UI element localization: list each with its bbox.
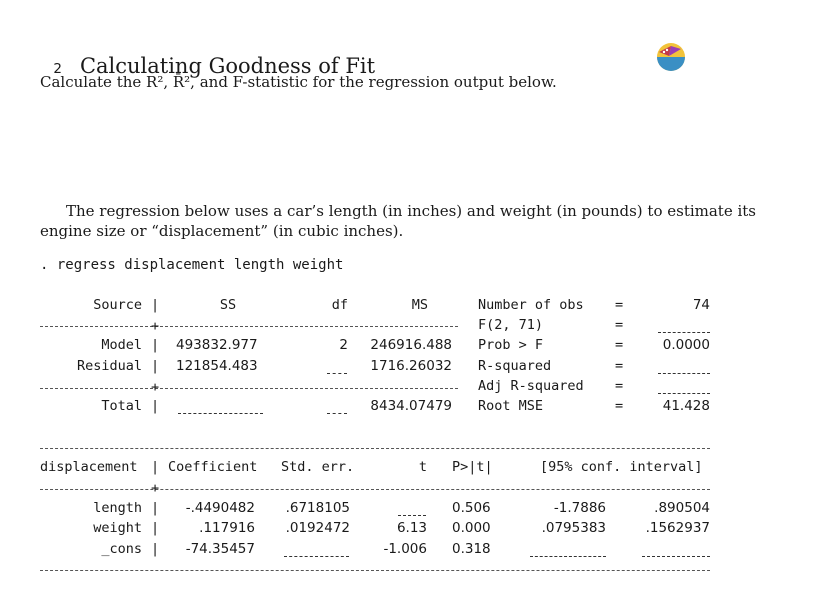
divider bbox=[40, 570, 710, 571]
ci-upper-weight: .1562937 bbox=[645, 520, 710, 536]
stata-command: . regress displacement length weight bbox=[40, 257, 344, 273]
section-number: 2 bbox=[53, 61, 62, 77]
column-separator: | bbox=[151, 500, 160, 516]
p-header: P>|t| bbox=[452, 459, 493, 475]
divider bbox=[40, 489, 710, 490]
df-header: df bbox=[331, 297, 348, 313]
var-length: length bbox=[93, 500, 142, 516]
ms-model: 246916.488 bbox=[370, 337, 452, 353]
df-total-blank bbox=[327, 413, 347, 414]
ss-residual: 121854.483 bbox=[176, 358, 258, 374]
plus-marker: + bbox=[151, 318, 160, 334]
divider bbox=[40, 388, 458, 389]
stat-value-blank bbox=[658, 393, 710, 394]
p-weight: 0.000 bbox=[452, 520, 491, 536]
stat-value: 41.428 bbox=[662, 398, 710, 414]
source-model: Model bbox=[101, 337, 142, 353]
t-weight: 6.13 bbox=[396, 520, 427, 536]
equals-sign: = bbox=[615, 337, 624, 353]
t-cons: -1.006 bbox=[383, 541, 427, 557]
stat-value-blank bbox=[658, 373, 710, 374]
equals-sign: = bbox=[615, 358, 624, 374]
column-separator: | bbox=[151, 337, 160, 353]
ci-upper-cons-blank bbox=[642, 556, 710, 557]
var-header: displacement bbox=[40, 459, 138, 475]
ms-residual: 1716.26032 bbox=[370, 358, 452, 374]
se-length: .6718105 bbox=[285, 500, 350, 516]
ms-total: 8434.07479 bbox=[370, 398, 452, 414]
t-length-blank bbox=[398, 515, 426, 516]
section-title: Calculating Goodness of Fit bbox=[79, 54, 376, 78]
p-length: 0.506 bbox=[452, 500, 491, 516]
plus-marker: + bbox=[151, 480, 160, 496]
section-heading bbox=[40, 30, 375, 78]
divider bbox=[40, 326, 458, 327]
equals-sign: = bbox=[615, 297, 624, 313]
df-model: 2 bbox=[339, 337, 348, 353]
stat-label: Adj R-squared bbox=[478, 378, 584, 394]
ci-lower-length: -1.7886 bbox=[553, 500, 606, 516]
stat-value: 74 bbox=[692, 297, 710, 313]
var-weight: weight bbox=[93, 520, 142, 536]
plus-marker: + bbox=[151, 379, 160, 395]
ci-header: [95% conf. interval] bbox=[540, 459, 703, 475]
stat-label: Prob > F bbox=[478, 337, 544, 353]
var-cons: _cons bbox=[101, 541, 142, 557]
ms-header: MS bbox=[411, 297, 428, 313]
coef-length: -.4490482 bbox=[185, 500, 255, 516]
column-separator: | bbox=[151, 520, 160, 536]
stat-label: Root MSE bbox=[478, 398, 544, 414]
column-separator: | bbox=[151, 541, 160, 557]
stat-label: R-squared bbox=[478, 358, 552, 374]
ci-lower-cons-blank bbox=[530, 556, 606, 557]
stat-value-blank bbox=[658, 332, 710, 333]
column-separator: | bbox=[151, 398, 160, 414]
coef-weight: .117916 bbox=[199, 520, 255, 536]
intro-text: Calculate the R², R̄², and F-statistic for the regression output below. bbox=[40, 73, 557, 91]
equals-sign: = bbox=[615, 378, 624, 394]
equals-sign: = bbox=[615, 317, 624, 333]
app-logo-icon bbox=[655, 40, 687, 72]
description-paragraph: The regression below uses a car’s length (in inches) and weight (in pounds) to estimate its engine size or “displacement” (in cubic inches). bbox=[40, 202, 757, 240]
se-weight: .0192472 bbox=[285, 520, 350, 536]
stat-label: Number of obs bbox=[478, 297, 584, 313]
column-separator: | bbox=[151, 459, 160, 475]
stat-value: 0.0000 bbox=[662, 337, 710, 353]
source-header: Source bbox=[93, 297, 142, 313]
stat-label: F(2, 71) bbox=[478, 317, 544, 333]
t-header: t bbox=[418, 459, 427, 475]
se-header: Std. err. bbox=[281, 459, 355, 475]
ci-upper-length: .890504 bbox=[654, 500, 710, 516]
column-separator: | bbox=[151, 297, 160, 313]
ss-model: 493832.977 bbox=[176, 337, 258, 353]
p-cons: 0.318 bbox=[452, 541, 491, 557]
column-separator: | bbox=[151, 358, 160, 374]
df-residual-blank bbox=[327, 373, 347, 374]
divider bbox=[40, 448, 710, 449]
equals-sign: = bbox=[615, 398, 624, 414]
coef-header: Coefficient bbox=[168, 459, 258, 475]
se-cons-blank bbox=[284, 556, 349, 557]
ss-header: SS bbox=[219, 297, 237, 313]
source-residual: Residual bbox=[76, 358, 142, 374]
ci-lower-weight: .0795383 bbox=[541, 520, 606, 536]
ss-total-blank bbox=[178, 413, 263, 414]
coef-cons: -74.35457 bbox=[185, 541, 255, 557]
source-total: Total bbox=[101, 398, 142, 414]
